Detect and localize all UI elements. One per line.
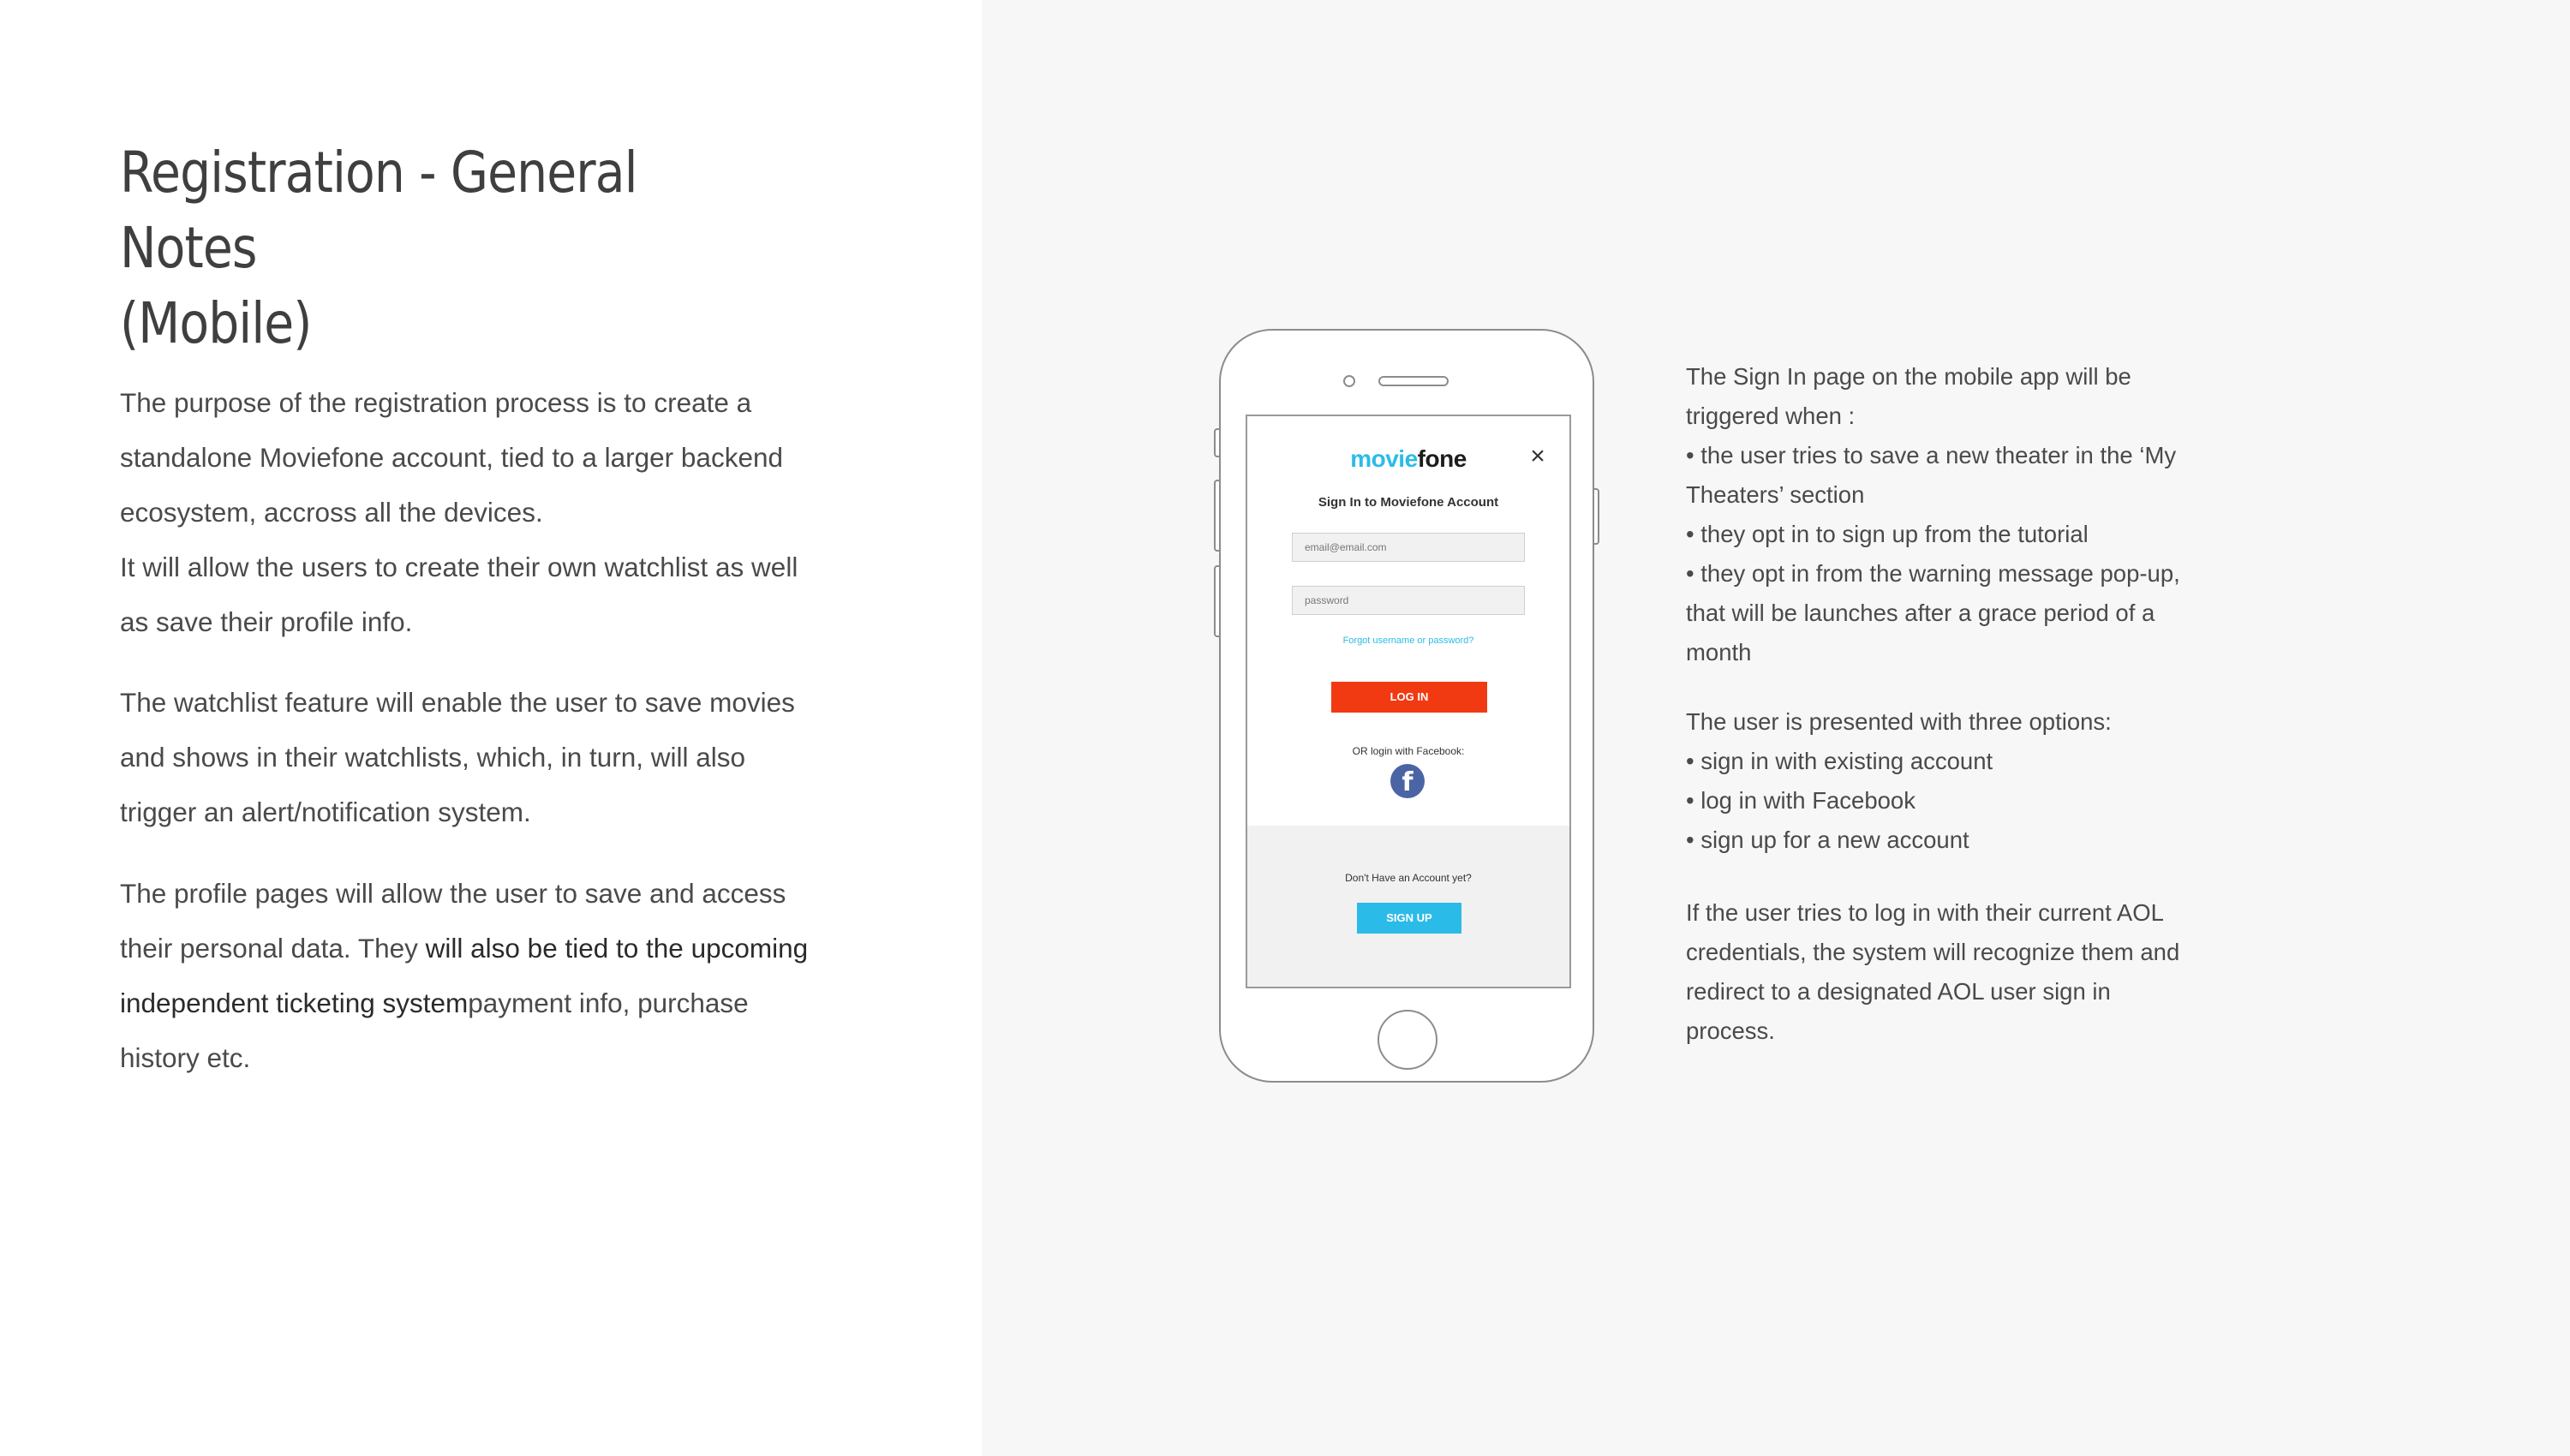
list-item: • log in with Facebook — [1686, 787, 1916, 814]
text-line: The profile pages will allow the user to save and access — [120, 878, 786, 909]
text-span: their personal data. They — [120, 933, 426, 964]
signin-screen — [1246, 415, 1571, 988]
login-button[interactable]: LOG IN — [1331, 682, 1487, 713]
aol-notes — [1686, 893, 2200, 1051]
text-line: Theaters’ section — [1686, 481, 1865, 508]
watchlist-paragraph — [120, 675, 857, 839]
signup-button[interactable]: SIGN UP — [1357, 903, 1461, 934]
text-line: month — [1686, 639, 1752, 665]
forgot-password-link[interactable]: Forgot username or password? — [1342, 636, 1474, 646]
camera-icon — [1343, 375, 1355, 387]
text-line: triggered when : — [1686, 403, 1856, 429]
options-notes — [1686, 702, 2200, 860]
text-line: that will be launches after a grace period of a — [1686, 600, 2155, 626]
text-line: ecosystem, accross all the devices. — [120, 497, 543, 528]
page-title — [120, 135, 768, 361]
text-span: payment info, purchase — [468, 988, 749, 1018]
facebook-icon[interactable]: f — [1390, 764, 1425, 798]
list-item: • sign up for a new account — [1686, 826, 1969, 853]
purpose-paragraph — [120, 375, 857, 649]
text-line: The user is presented with three options: — [1686, 708, 2112, 735]
list-item: • they opt in to sign up from the tutorial — [1686, 521, 2089, 547]
text-line — [120, 921, 857, 976]
moviefone-logo — [1247, 442, 1569, 473]
text-line: credentials, the system will recognize them and — [1686, 939, 2180, 965]
list-item: • they opt in from the warning message pop-up, — [1686, 560, 2180, 587]
signup-section — [1247, 826, 1569, 987]
text-line: The purpose of the registration process is to create a — [120, 387, 752, 418]
text-line: process. — [1686, 1017, 1775, 1044]
text-line — [120, 976, 857, 1030]
email-field[interactable]: email@email.com — [1292, 533, 1525, 562]
text-line: redirect to a designated AOL user sign in — [1686, 978, 2111, 1005]
list-item: • the user tries to save a new theater in the ‘My — [1686, 442, 2177, 468]
profile-paragraph — [120, 866, 857, 1085]
text-line: standalone Moviefone account, tied to a larger backend — [120, 442, 784, 473]
password-field[interactable]: password — [1292, 586, 1525, 615]
text-line: If the user tries to log in with their current AOL — [1686, 899, 2164, 926]
logo-part-movie: movie — [1350, 445, 1418, 472]
text-line: The watchlist feature will enable the user to save movies — [120, 687, 795, 718]
text-line: and shows in their watchlists, which, in turn, will also — [120, 742, 746, 773]
trigger-notes — [1686, 357, 2200, 672]
text-span-dark: independent ticketing system — [120, 988, 469, 1018]
logo-part-fone: fone — [1417, 445, 1467, 472]
home-button-icon — [1378, 1010, 1437, 1070]
speaker-icon — [1378, 376, 1449, 386]
text-line: trigger an alert/notification system. — [120, 797, 531, 827]
no-account-label: Don't Have an Account yet? — [1345, 872, 1472, 884]
title-line-2: (Mobile) — [120, 290, 312, 356]
text-line: history etc. — [120, 1042, 251, 1073]
text-line: as save their profile info. — [120, 606, 413, 637]
left-panel — [0, 0, 982, 1456]
title-line-1: Registration - General Notes — [120, 140, 637, 281]
text-line: It will allow the users to create their own watchlist as well — [120, 552, 798, 582]
list-item: • sign in with existing account — [1686, 748, 1993, 774]
signin-heading: Sign In to Moviefone Account — [1318, 495, 1499, 510]
text-span-dark: will also be tied to the upcoming — [425, 933, 809, 964]
text-line: The Sign In page on the mobile app will be — [1686, 363, 2131, 390]
phone-mockup — [1219, 329, 1594, 1083]
facebook-login-label: OR login with Facebook: — [1352, 745, 1465, 757]
close-icon[interactable]: × — [1530, 442, 1545, 470]
